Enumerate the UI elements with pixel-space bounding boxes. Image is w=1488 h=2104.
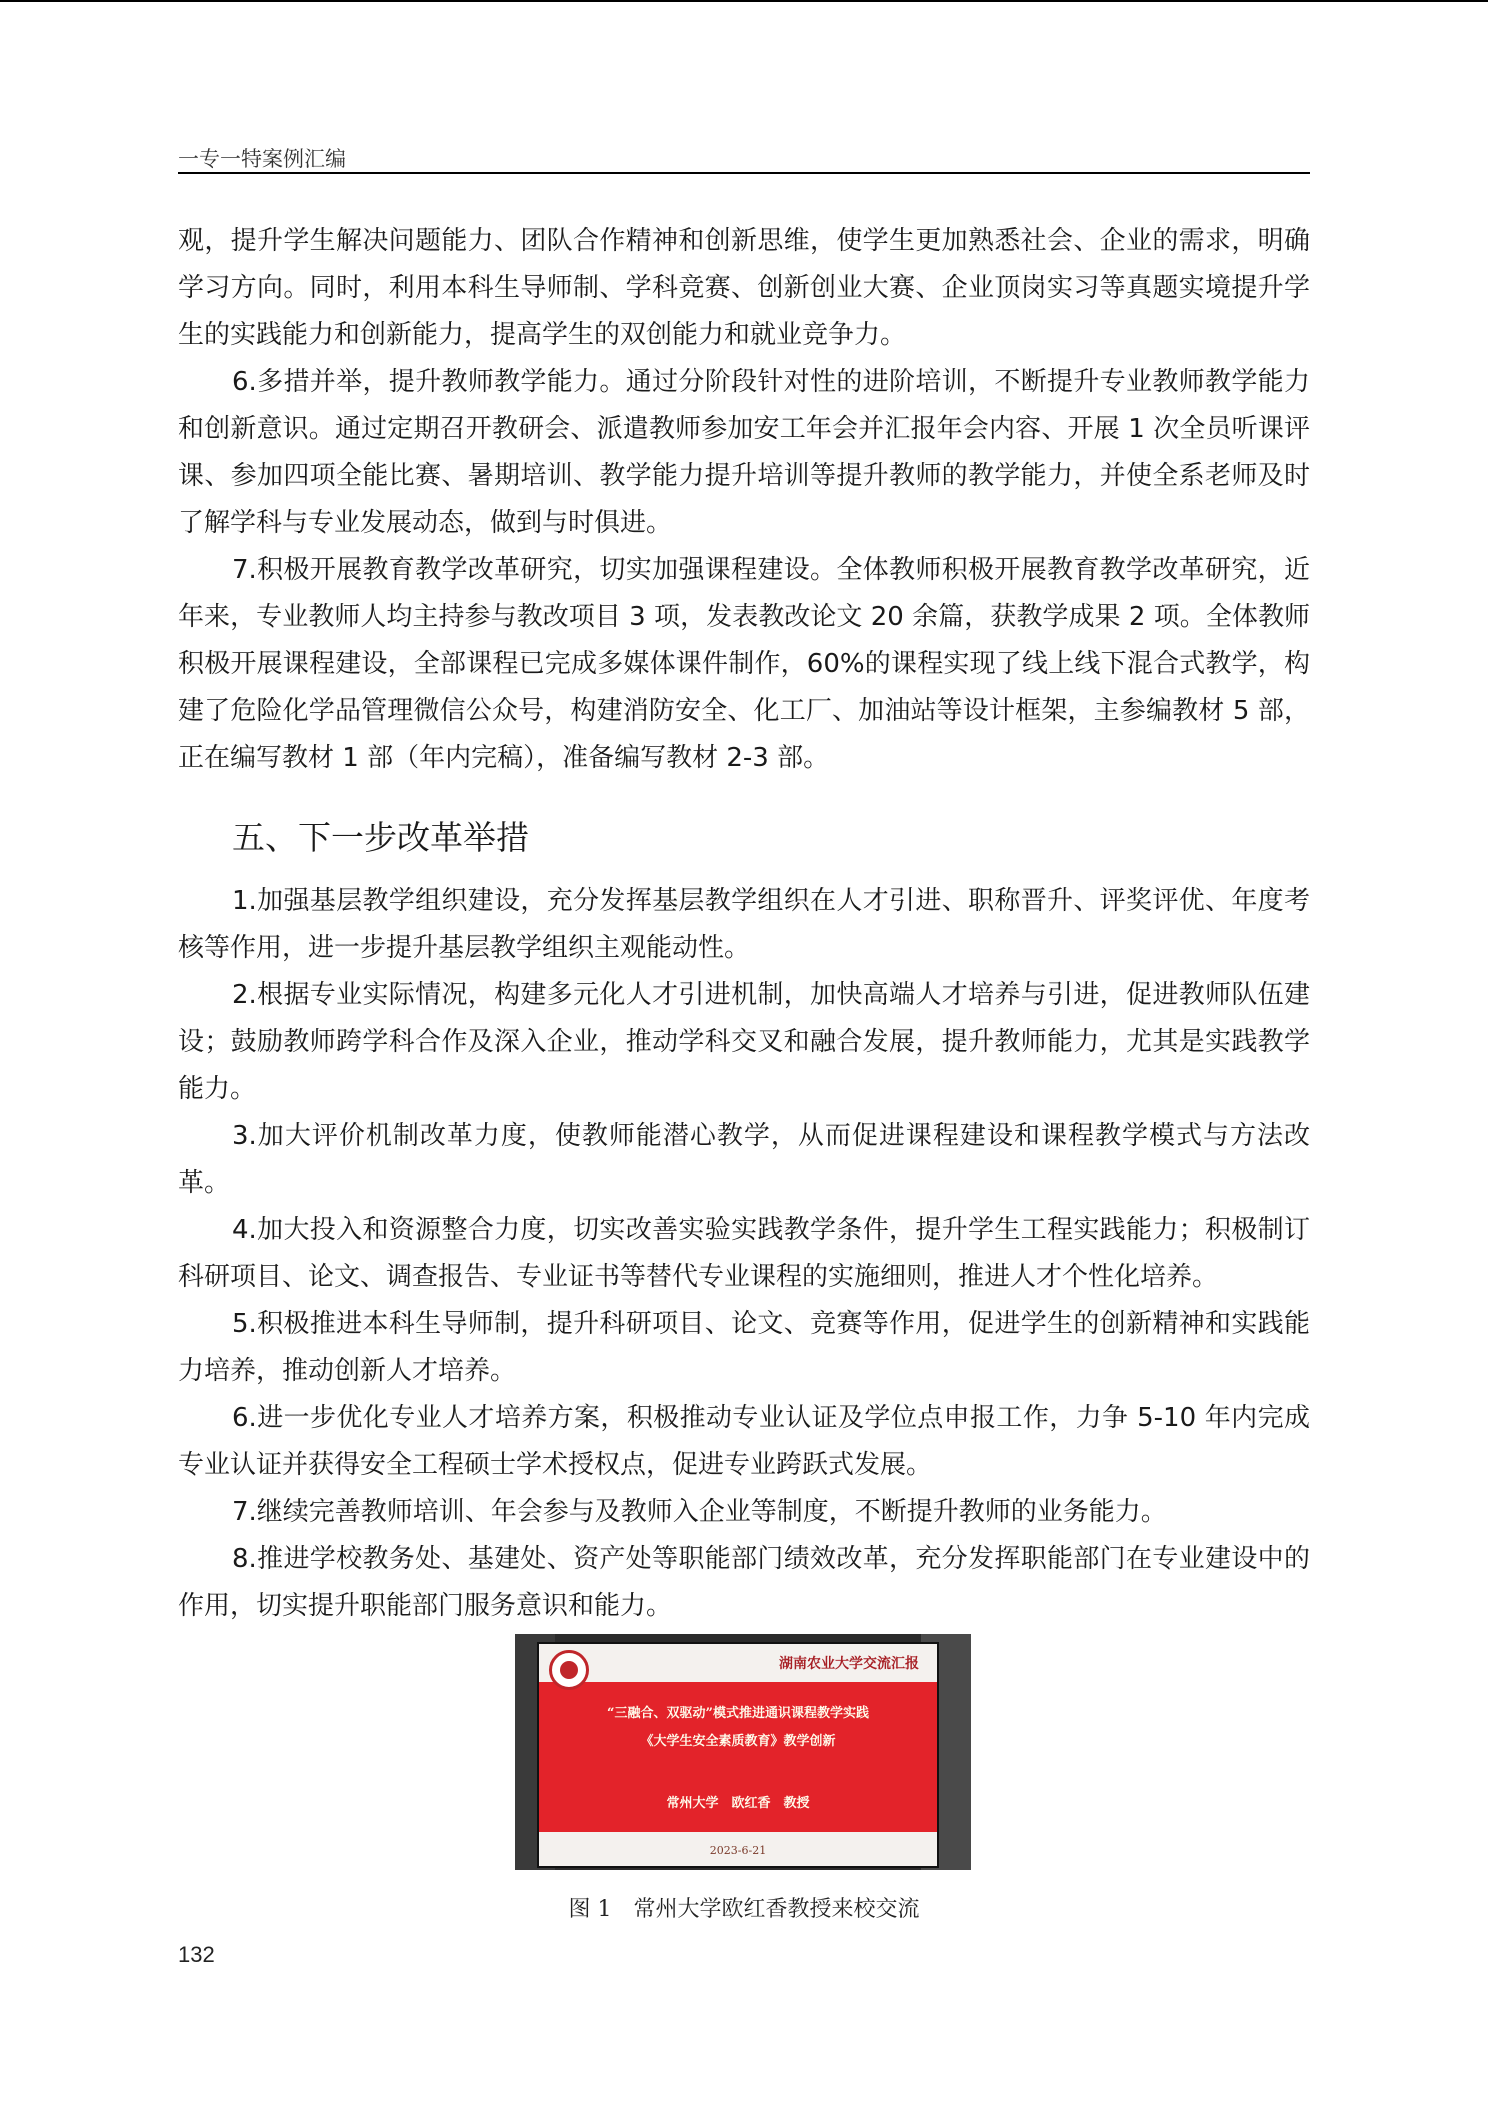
body-text-measures — [178, 878, 1310, 1630]
presentation-slide — [537, 1642, 939, 1868]
university-seal-icon — [549, 1650, 589, 1690]
running-head: 一专一特案例汇编 — [178, 147, 346, 171]
measure-item-8: 8.推进学校教务处、基建处、资产处等职能部门绩效改革，充分发挥职能部门在专业建设中的作用，切实提升职能部门服务意识和能力。 — [178, 1544, 1310, 1621]
measure-item-5: 5.积极推进本科生导师制，提升科研项目、论文、竞赛等作用，促进学生的创新精神和实践能力培养，推动创新人才培养。 — [178, 1309, 1310, 1386]
page-number: 132 — [178, 1942, 215, 1967]
paragraph-item-6: 6.多措并举，提升教师教学能力。通过分阶段针对性的进阶培训，不断提升专业教师教学能力和创新意识。通过定期召开教研会、派遣教师参加安工年会并汇报年会内容、开展 1 次全员听课评课、参加四项全能比赛、暑期培训、教学能力提升培训等提升教师的教学能力，并使全系老师及时了解学科与专业发展动态，做到与时俱进。 — [178, 367, 1310, 538]
measure-item-2: 2.根据专业实际情况，构建多元化人才引进机制，加快高端人才培养与引进，促进教师队伍建设；鼓励教师跨学科合作及深入企业，推动学科交叉和融合发展，提升教师能力，尤其是实践教学能力。 — [178, 980, 1310, 1104]
measure-item-3: 3.加大评价机制改革力度，使教师能潜心教学，从而促进课程建设和课程教学模式与方法改革。 — [178, 1121, 1310, 1198]
body-text-top — [178, 218, 1310, 782]
slide-report-title: 湖南农业大学交流汇报 — [779, 1656, 919, 1672]
slide-date: 2023-6-21 — [709, 1844, 767, 1857]
section-heading: 五、下一步改革举措 — [232, 818, 529, 857]
measure-item-4: 4.加大投入和资源整合力度，切实改善实验实践教学条件，提升学生工程实践能力；积极制订科研项目、论文、调查报告、专业证书等替代专业课程的实施细则，推进人才个性化培养。 — [178, 1215, 1310, 1292]
measure-item-7: 7.继续完善教师培训、年会参与及教师入企业等制度，不断提升教师的业务能力。 — [232, 1497, 1167, 1527]
figure-photo — [515, 1634, 971, 1870]
figure-caption: 图 1 常州大学欧红香教授来校交流 — [568, 1897, 920, 1922]
header-rule — [178, 172, 1310, 174]
paragraph-item-7: 7.积极开展教育教学改革研究，切实加强课程建设。全体教师积极开展教育教学改革研究，近年来，专业教师人均主持参与教改项目 3 项，发表教改论文 20 余篇，获教学成果 2 项。全体教师积极开展课程建设，全部课程已完成多媒体课件制作，60%的课程实现了线上线下混合式教学，构建了危险化学品管理微信公众号，构建消防安全、化工厂、加油站等设计框架，主参编教材 5 部，正在编写教材 1 部（年内完稿），准备编写教材 2-3 部。 — [178, 555, 1310, 773]
measure-item-6: 6.进一步优化专业人才培养方案，积极推动专业认证及学位点申报工作，力争 5-10 年内完成专业认证并获得安全工程硕士学术授权点，促进专业跨跃式发展。 — [178, 1403, 1310, 1480]
slide-title-line1: “三融合、双驱动”模式推进通识课程教学实践 — [607, 1706, 869, 1721]
paragraph-continued: 观，提升学生解决问题能力、团队合作精神和创新思维，使学生更加熟悉社会、企业的需求，明确学习方向。同时，利用本科生导师制、学科竞赛、创新创业大赛、企业顶岗实习等真题实境提升学生的实践能力和创新能力，提高学生的双创能力和就业竞争力。 — [178, 226, 1310, 350]
slide-title-line2: 《大学生安全素质教育》教学创新 — [640, 1734, 836, 1749]
measure-item-1: 1.加强基层教学组织建设，充分发挥基层教学组织在人才引进、职称晋升、评奖评优、年度考核等作用，进一步提升基层教学组织主观能动性。 — [178, 886, 1310, 963]
page-top-border — [0, 0, 1488, 2]
slide-author: 常州大学 欧红香 教授 — [666, 1796, 810, 1811]
